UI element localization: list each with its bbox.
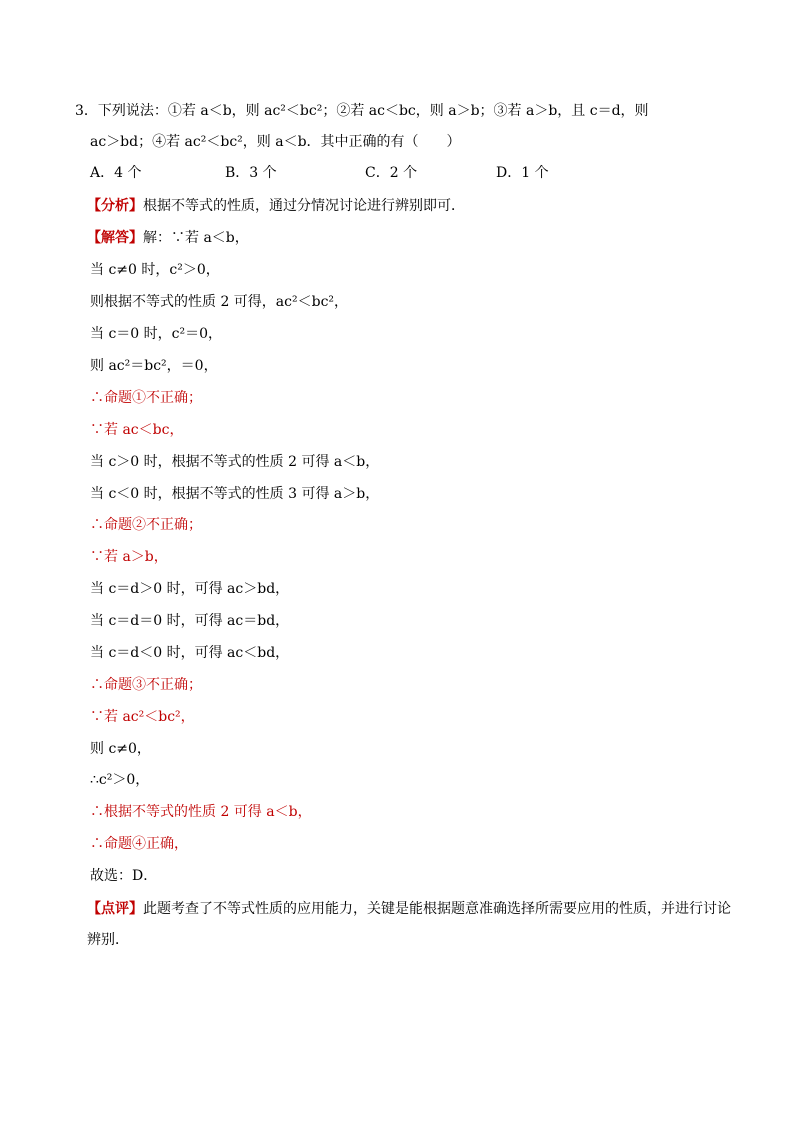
option-b: B．3 个 bbox=[225, 165, 277, 181]
comment-paragraph bbox=[87, 894, 737, 956]
solution-line: ∵若 a＞b， bbox=[90, 549, 168, 565]
solution-line: 当 c＝0 时，c²＝0， bbox=[90, 326, 223, 342]
solution-line: 解：∵若 a＜b， bbox=[143, 230, 249, 246]
solution-line: 当 c≠0 时，c²＞0， bbox=[90, 262, 220, 278]
solution-line: 则 c≠0， bbox=[90, 741, 151, 757]
solution-line: ∴命题②不正确； bbox=[90, 517, 202, 533]
solution-line: 则根据不等式的性质 2 可得，ac²＜bc²， bbox=[90, 294, 349, 310]
solution-tag: 【解答】 bbox=[87, 230, 143, 246]
solution-line: 当 c＝d＜0 时，可得 ac＜bd， bbox=[90, 645, 290, 661]
comment-tag: 【点评】 bbox=[87, 901, 143, 917]
solution-line: ∴命题④正确， bbox=[90, 836, 188, 852]
comment-text: 此题考查了不等式性质的应用能力，关键是能根据题意准确选择所需要应用的性质，并进行讨论辨别． bbox=[87, 901, 731, 948]
solution-line: ∴命题③不正确； bbox=[90, 677, 202, 693]
solution-line: 当 c＝d＞0 时，可得 ac＞bd， bbox=[90, 581, 290, 597]
analysis-tag: 【分析】 bbox=[87, 198, 143, 214]
question-line-1: 3．下列说法：①若 a＜b，则 ac²＜bc²；②若 ac＜bc，则 a＞b；③若 a＞b，且 c＝d，则 bbox=[75, 103, 649, 119]
solution-line: 故选：D． bbox=[90, 868, 158, 884]
solution-line: ∵若 ac＜bc， bbox=[90, 422, 184, 438]
solution-line: ∴根据不等式的性质 2 可得 a＜b， bbox=[90, 804, 312, 820]
question-line-2: ac＞bd；④若 ac²＜bc²，则 a＜b．其中正确的有（ ） bbox=[90, 134, 461, 150]
solution-line: 当 c＝d＝0 时，可得 ac＝bd， bbox=[90, 613, 290, 629]
solution-line: ∴c²＞0， bbox=[90, 772, 150, 788]
analysis-text: 根据不等式的性质，通过分情况讨论进行辨别即可． bbox=[143, 198, 465, 214]
solution-line: ∴命题①不正确； bbox=[90, 390, 202, 406]
solution-line: 则 ac²＝bc²，＝0， bbox=[90, 358, 218, 374]
solution-line: ∵若 ac²＜bc²， bbox=[90, 709, 195, 725]
solution-line: 当 c＜0 时，根据不等式的性质 3 可得 a＞b， bbox=[90, 486, 380, 502]
option-c: C．2 个 bbox=[365, 165, 418, 181]
analysis-line bbox=[87, 196, 465, 216]
solution-line: 当 c＞0 时，根据不等式的性质 2 可得 a＜b， bbox=[90, 454, 380, 470]
option-d: D．1 个 bbox=[496, 165, 549, 181]
solution-first-line bbox=[87, 228, 249, 248]
option-a: A．4 个 bbox=[90, 165, 142, 181]
answer-options bbox=[90, 163, 730, 183]
